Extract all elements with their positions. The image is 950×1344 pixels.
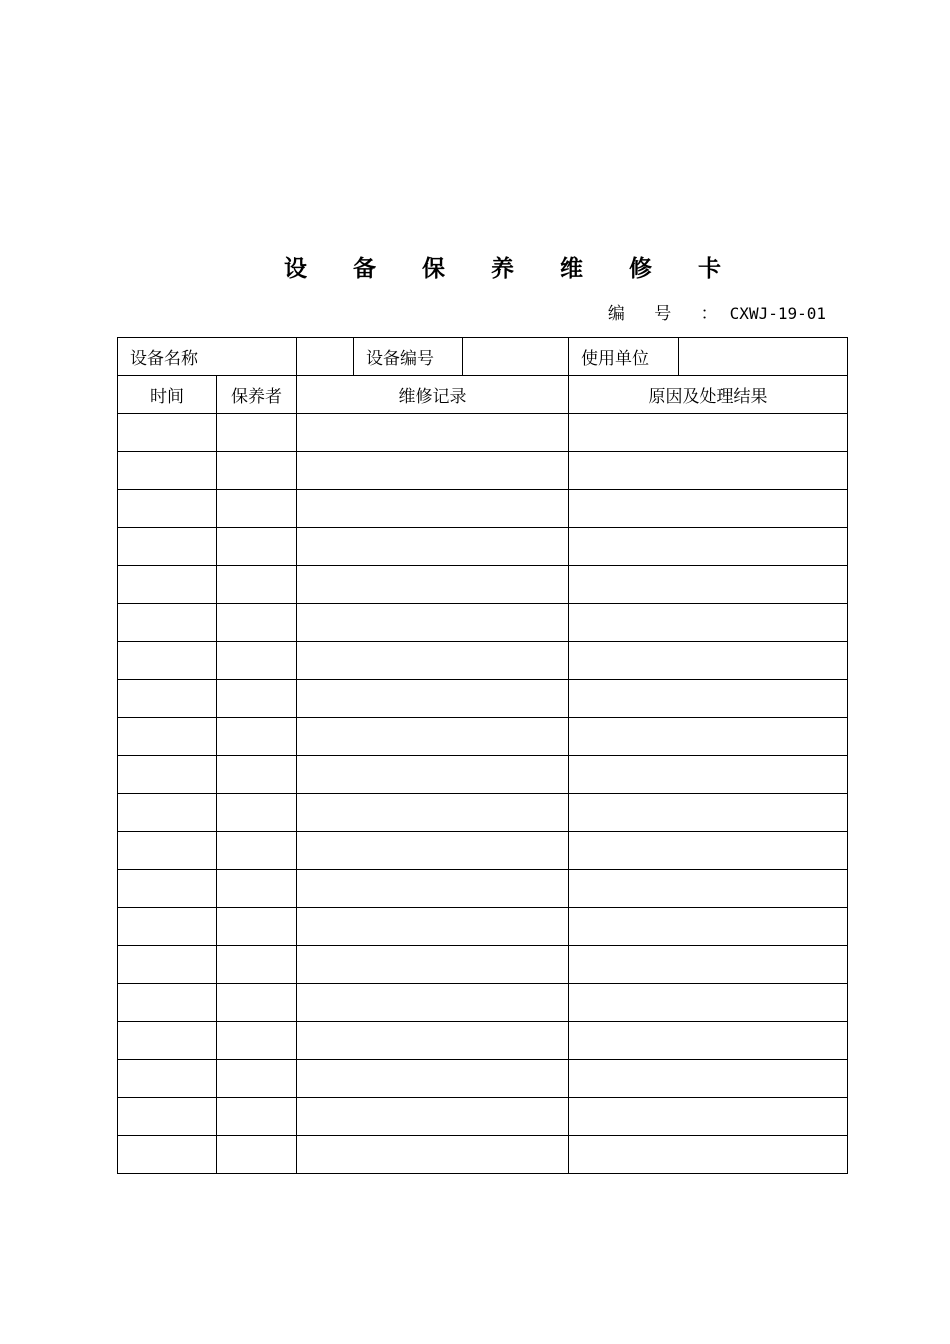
maintainer-cell[interactable] (217, 642, 297, 680)
using-unit-cell[interactable] (679, 338, 848, 376)
record-row (118, 870, 848, 908)
record-row (118, 490, 848, 528)
repair-record-cell[interactable] (297, 680, 569, 718)
maintainer-cell[interactable] (217, 680, 297, 718)
document-number-value: CXWJ-19-01 (729, 304, 826, 323)
time-cell[interactable] (118, 1060, 217, 1098)
cause-result-cell[interactable] (569, 642, 848, 680)
cause-result-cell[interactable] (569, 870, 848, 908)
maintainer-cell[interactable] (217, 1098, 297, 1136)
cause-result-cell[interactable] (569, 908, 848, 946)
record-row (118, 718, 848, 756)
maintainer-cell[interactable] (217, 490, 297, 528)
time-cell[interactable] (118, 718, 217, 756)
repair-record-cell[interactable] (297, 718, 569, 756)
column-header-time: 时间 (118, 376, 217, 414)
form-title: 设 备 保 养 维 修 卡 (283, 255, 741, 282)
repair-record-cell[interactable] (297, 1022, 569, 1060)
record-row (118, 832, 848, 870)
maintainer-cell[interactable] (217, 794, 297, 832)
cause-result-cell[interactable] (569, 452, 848, 490)
repair-record-cell[interactable] (297, 946, 569, 984)
time-cell[interactable] (118, 452, 217, 490)
maintainer-cell[interactable] (217, 604, 297, 642)
maintainer-cell[interactable] (217, 984, 297, 1022)
record-row (118, 414, 848, 452)
info-row (118, 338, 848, 376)
maintainer-cell[interactable] (217, 1022, 297, 1060)
record-row (118, 1136, 848, 1174)
record-row (118, 452, 848, 490)
maintainer-cell[interactable] (217, 452, 297, 490)
time-cell[interactable] (118, 680, 217, 718)
repair-record-cell[interactable] (297, 908, 569, 946)
repair-record-cell[interactable] (297, 870, 569, 908)
time-cell[interactable] (118, 490, 217, 528)
time-cell[interactable] (118, 1022, 217, 1060)
cause-result-cell[interactable] (569, 832, 848, 870)
record-row (118, 1022, 848, 1060)
maintainer-cell[interactable] (217, 718, 297, 756)
record-row (118, 908, 848, 946)
maintainer-cell[interactable] (217, 1060, 297, 1098)
cause-result-cell[interactable] (569, 414, 848, 452)
repair-record-cell[interactable] (297, 1060, 569, 1098)
device-name-label: 设备名称 (118, 338, 297, 376)
record-row (118, 604, 848, 642)
repair-record-cell[interactable] (297, 756, 569, 794)
cause-result-cell[interactable] (569, 1136, 848, 1174)
maintainer-cell[interactable] (217, 946, 297, 984)
device-no-label: 设备编号 (354, 338, 463, 376)
cause-result-cell[interactable] (569, 490, 848, 528)
time-cell[interactable] (118, 908, 217, 946)
repair-record-cell[interactable] (297, 566, 569, 604)
cause-result-cell[interactable] (569, 794, 848, 832)
time-cell[interactable] (118, 832, 217, 870)
time-cell[interactable] (118, 528, 217, 566)
repair-record-cell[interactable] (297, 414, 569, 452)
maintainer-cell[interactable] (217, 528, 297, 566)
time-cell[interactable] (118, 794, 217, 832)
document-number-label: 编 号 ： (607, 304, 730, 324)
time-cell[interactable] (118, 642, 217, 680)
cause-result-cell[interactable] (569, 984, 848, 1022)
repair-record-cell[interactable] (297, 794, 569, 832)
repair-record-cell[interactable] (297, 1098, 569, 1136)
device-no-cell[interactable] (463, 338, 569, 376)
cause-result-cell[interactable] (569, 718, 848, 756)
maintainer-cell[interactable] (217, 756, 297, 794)
maintainer-cell[interactable] (217, 566, 297, 604)
record-row (118, 642, 848, 680)
record-row (118, 1098, 848, 1136)
using-unit-label: 使用单位 (569, 338, 679, 376)
cause-result-cell[interactable] (569, 604, 848, 642)
maintainer-cell[interactable] (217, 908, 297, 946)
record-row (118, 566, 848, 604)
cause-result-cell[interactable] (569, 756, 848, 794)
cause-result-cell[interactable] (569, 566, 848, 604)
maintainer-cell[interactable] (217, 414, 297, 452)
record-row (118, 794, 848, 832)
repair-record-cell[interactable] (297, 452, 569, 490)
time-cell[interactable] (118, 566, 217, 604)
repair-record-cell[interactable] (297, 528, 569, 566)
repair-record-cell[interactable] (297, 1136, 569, 1174)
document-number (608, 299, 826, 324)
cause-result-cell[interactable] (569, 1060, 848, 1098)
repair-record-cell[interactable] (297, 604, 569, 642)
maintainer-cell[interactable] (217, 870, 297, 908)
device-name-cell[interactable] (297, 338, 354, 376)
record-row (118, 984, 848, 1022)
record-row (118, 1060, 848, 1098)
time-cell[interactable] (118, 756, 217, 794)
time-cell[interactable] (118, 870, 217, 908)
cause-result-cell[interactable] (569, 1098, 848, 1136)
record-row (118, 528, 848, 566)
record-row (118, 756, 848, 794)
column-header-repair-record: 维修记录 (297, 376, 569, 414)
header-row (118, 376, 848, 414)
time-cell[interactable] (118, 1136, 217, 1174)
repair-record-cell[interactable] (297, 490, 569, 528)
record-row (118, 946, 848, 984)
time-cell[interactable] (118, 1098, 217, 1136)
time-cell[interactable] (118, 604, 217, 642)
cause-result-cell[interactable] (569, 680, 848, 718)
time-cell[interactable] (118, 946, 217, 984)
maintainer-cell[interactable] (217, 832, 297, 870)
column-header-cause-result: 原因及处理结果 (569, 376, 848, 414)
record-row (118, 680, 848, 718)
repair-record-cell[interactable] (297, 642, 569, 680)
cause-result-cell[interactable] (569, 528, 848, 566)
cause-result-cell[interactable] (569, 1022, 848, 1060)
repair-record-cell[interactable] (297, 832, 569, 870)
cause-result-cell[interactable] (569, 946, 848, 984)
column-header-maintainer: 保养者 (217, 376, 297, 414)
time-cell[interactable] (118, 414, 217, 452)
maintenance-table (117, 337, 848, 1174)
time-cell[interactable] (118, 984, 217, 1022)
repair-record-cell[interactable] (297, 984, 569, 1022)
maintainer-cell[interactable] (217, 1136, 297, 1174)
